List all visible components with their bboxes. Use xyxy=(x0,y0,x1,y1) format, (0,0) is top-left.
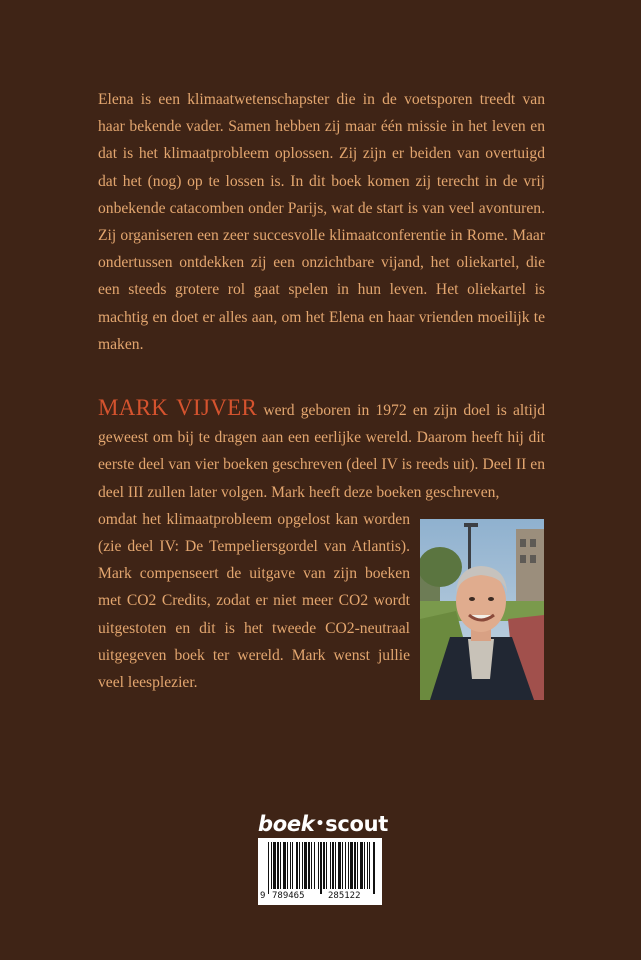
author-bio-intro: werd geboren in 1972 en zijn doel is altijd geweest om bij te dragen aan een eerlijke wereld. Daarom heeft hij dit eerste deel van vier boeken geschreven (deel IV is reeds uit). Deel II en deel III zullen later volgen. Mark heeft deze boeken geschreven, xyxy=(98,402,545,501)
barcode-group-1: 789465 xyxy=(272,891,305,901)
author-photo xyxy=(420,519,544,700)
author-name: MARK VIJVER xyxy=(98,395,258,420)
author-bio-continued: omdat het klimaatprobleem opgelost kan worden (zie deel IV: De Tempeliersgordel van Atlantis). Mark compenseert de uitgave van zijn boeken met CO2 Credits, zodat er niet meer CO2 wordt uitgestoten en dit is het tweede CO2-neutraal uitgegeven boek ter wereld. Mark wenst jullie veel leesplezier. xyxy=(98,510,410,692)
barcode-first-digit: 9 xyxy=(260,891,266,901)
isbn-barcode xyxy=(258,838,382,905)
back-cover-blurb: Elena is een klimaatwetenschapster die in de voetsporen treedt van haar bekende vader. Samen hebben zij maar één missie in het leven en dat is het klimaatprobleem oplossen. Zij zijn er beiden van overtuigd dat het (nog) op te lossen is. In dit boek komen zij terecht in de vrij onbekende catacomben onder Parijs, wat de start is van veel avonturen. Zij organiseren een zeer succesvolle klimaatconferentie in Rome. Maar ondertussen ontdekken zij een onzichtbare vijand, het oliekartel, die een steeds grotere rol gaat spelen in hun leven. Het oliekartel is machtig en doet er alles aan, om het Elena en haar vrienden moeilijk te maken. xyxy=(98,91,545,353)
barcode-group-2: 285122 xyxy=(328,891,361,901)
publisher-logo: boek•scout xyxy=(258,812,388,836)
